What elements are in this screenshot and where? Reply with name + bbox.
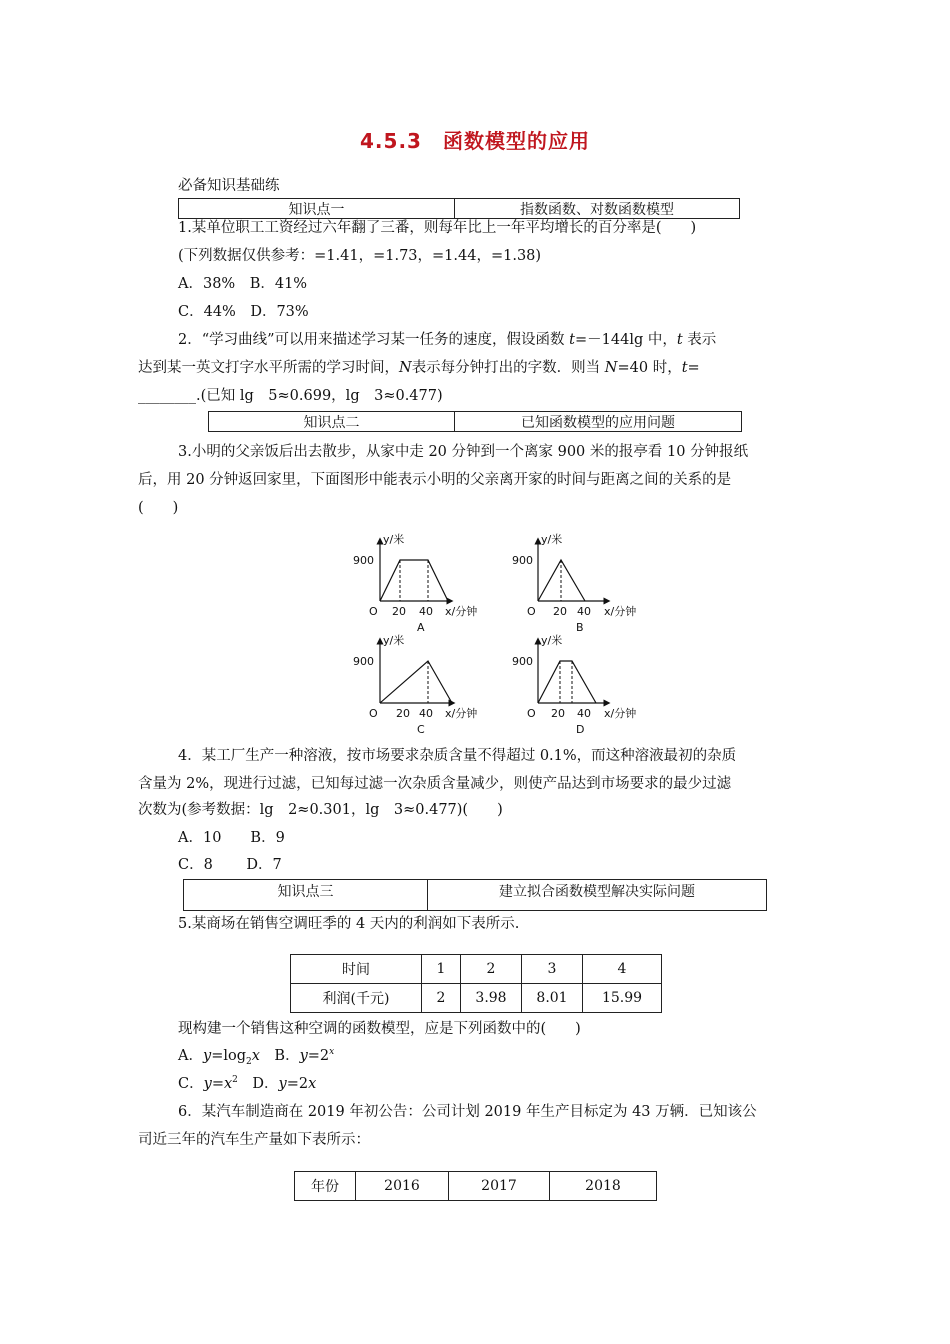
q6-line-1: 6．某汽车制造商在 2019 年初公告：公司计划 2019 年生产目标定为 43 万辆．已知该公 bbox=[178, 1104, 757, 1120]
q4-line-2: 含量为 2%，现进行过滤，已知每过滤一次杂质含量减少，则使产品达到市场要求的最少过滤 bbox=[138, 776, 732, 792]
q4-line-1: 4．某工厂生产一种溶液，按市场要求杂质含量不得超过 0.1%，而这种溶液最初的杂质 bbox=[178, 748, 737, 764]
graph-label: B bbox=[576, 621, 584, 634]
graph-xlabel: x/分钟 bbox=[604, 605, 637, 618]
q3-line-3: ( ) bbox=[138, 500, 179, 516]
graph-x20: 20 bbox=[553, 605, 567, 618]
knowledge-point-name: 知识点一 bbox=[179, 199, 455, 218]
graph-xlabel: x/分钟 bbox=[445, 605, 478, 618]
knowledge-point-topic: 已知函数模型的应用问题 bbox=[521, 414, 675, 431]
q2-line-1: 2．“学习曲线”可以用来描述学习某一任务的速度，假设函数 t=－144lg 中，t 表示 bbox=[178, 332, 717, 348]
graph-origin: O bbox=[369, 605, 378, 618]
graph-x40: 40 bbox=[577, 707, 591, 720]
q5-stem: 5.某商场在销售空调旺季的 4 天内的利润如下表所示. bbox=[178, 916, 520, 932]
graph-label: C bbox=[417, 723, 425, 736]
knowledge-point-box-2 bbox=[208, 411, 742, 432]
graph-origin: O bbox=[527, 605, 536, 618]
table-row: 利润(千元) 2 3.98 8.01 15.99 bbox=[291, 984, 662, 1013]
graph-y900: 900 bbox=[512, 554, 533, 567]
q1-options-ab: A．38% B．41% bbox=[178, 276, 308, 292]
q4-line-3: 次数为(参考数据：lg 2≈0.301，lg 3≈0.477)( ) bbox=[138, 802, 503, 818]
graph-y900: 900 bbox=[353, 655, 374, 668]
knowledge-point-name: 知识点三 bbox=[184, 880, 428, 910]
graph-origin: O bbox=[369, 707, 378, 720]
graph-x40: 40 bbox=[419, 707, 433, 720]
q5-options-cd: C．$y=x^2$ D．y=2x bbox=[178, 1075, 317, 1092]
graph-x40: 40 bbox=[577, 605, 591, 618]
page-title: 4.5.3 函数模型的应用 bbox=[360, 129, 590, 153]
section-label: 必备知识基础练 bbox=[178, 178, 280, 194]
graph-origin: O bbox=[527, 707, 536, 720]
q6-line-2: 司近三年的汽车生产量如下表所示： bbox=[138, 1132, 370, 1148]
table-row: 时间 1 2 3 4 bbox=[291, 955, 662, 984]
knowledge-point-topic: 建立拟合函数模型解决实际问题 bbox=[499, 884, 695, 900]
graph-ylabel: y/米 bbox=[383, 533, 405, 546]
knowledge-point-name: 知识点二 bbox=[209, 412, 455, 431]
graph-xlabel: x/分钟 bbox=[445, 707, 478, 720]
graph-label: A bbox=[417, 621, 425, 634]
graph-a bbox=[353, 533, 477, 634]
q6-table bbox=[294, 1171, 657, 1201]
graph-ylabel: y/米 bbox=[541, 533, 563, 546]
graph-x20: 20 bbox=[392, 605, 406, 618]
q3-graphs bbox=[345, 533, 665, 743]
graph-c bbox=[353, 633, 477, 736]
q3-line-1: 3.小明的父亲饭后出去散步，从家中走 20 分钟到一个离家 900 米的报亭看 10 分钟报纸 bbox=[178, 444, 749, 460]
q1-stem: 1.某单位职工工资经过六年翻了三番，则每年比上一年平均增长的百分率是( ) bbox=[178, 220, 697, 236]
q3-line-2: 后，用 20 分钟返回家里，下面图形中能表示小明的父亲离开家的时间与距离之间的关系的是 bbox=[138, 472, 732, 488]
graph-b bbox=[512, 533, 636, 634]
q1-note: (下列数据仅供参考：=1.41，=1.73，=1.44，=1.38) bbox=[178, 248, 542, 264]
graph-x20: 20 bbox=[551, 707, 565, 720]
q1-options-cd: C．44% D．73% bbox=[178, 304, 309, 320]
q5-options-ab: A．$y=\log_2x$ B．$y=2^x$ bbox=[178, 1047, 335, 1067]
q2-line-2: 达到某一英文打字水平所需的学习时间，N表示每分钟打出的字数．则当 N=40 时，t= bbox=[138, 360, 700, 376]
knowledge-point-topic: 指数函数、对数函数模型 bbox=[520, 201, 674, 218]
q4-options-cd: C．8 D．7 bbox=[178, 857, 282, 873]
graph-ylabel: y/米 bbox=[383, 634, 405, 647]
table-row: 年份 2016 2017 2018 bbox=[295, 1172, 657, 1201]
graph-y900: 900 bbox=[512, 655, 533, 668]
graph-x40: 40 bbox=[419, 605, 433, 618]
q5-follow: 现构建一个销售这种空调的函数模型，应是下列函数中的( ) bbox=[178, 1021, 581, 1037]
graph-d bbox=[512, 633, 636, 736]
q4-options-ab: A．10 B．9 bbox=[178, 830, 285, 846]
q5-table bbox=[290, 954, 662, 1013]
graph-xlabel: x/分钟 bbox=[604, 707, 637, 720]
graph-ylabel: y/米 bbox=[541, 634, 563, 647]
knowledge-point-box-3 bbox=[183, 879, 767, 911]
q2-line-3: ________.(已知 lg 5≈0.699，lg 3≈0.477) bbox=[138, 388, 443, 404]
graph-label: D bbox=[576, 723, 585, 736]
graph-y900: 900 bbox=[353, 554, 374, 567]
graph-x20: 20 bbox=[396, 707, 410, 720]
